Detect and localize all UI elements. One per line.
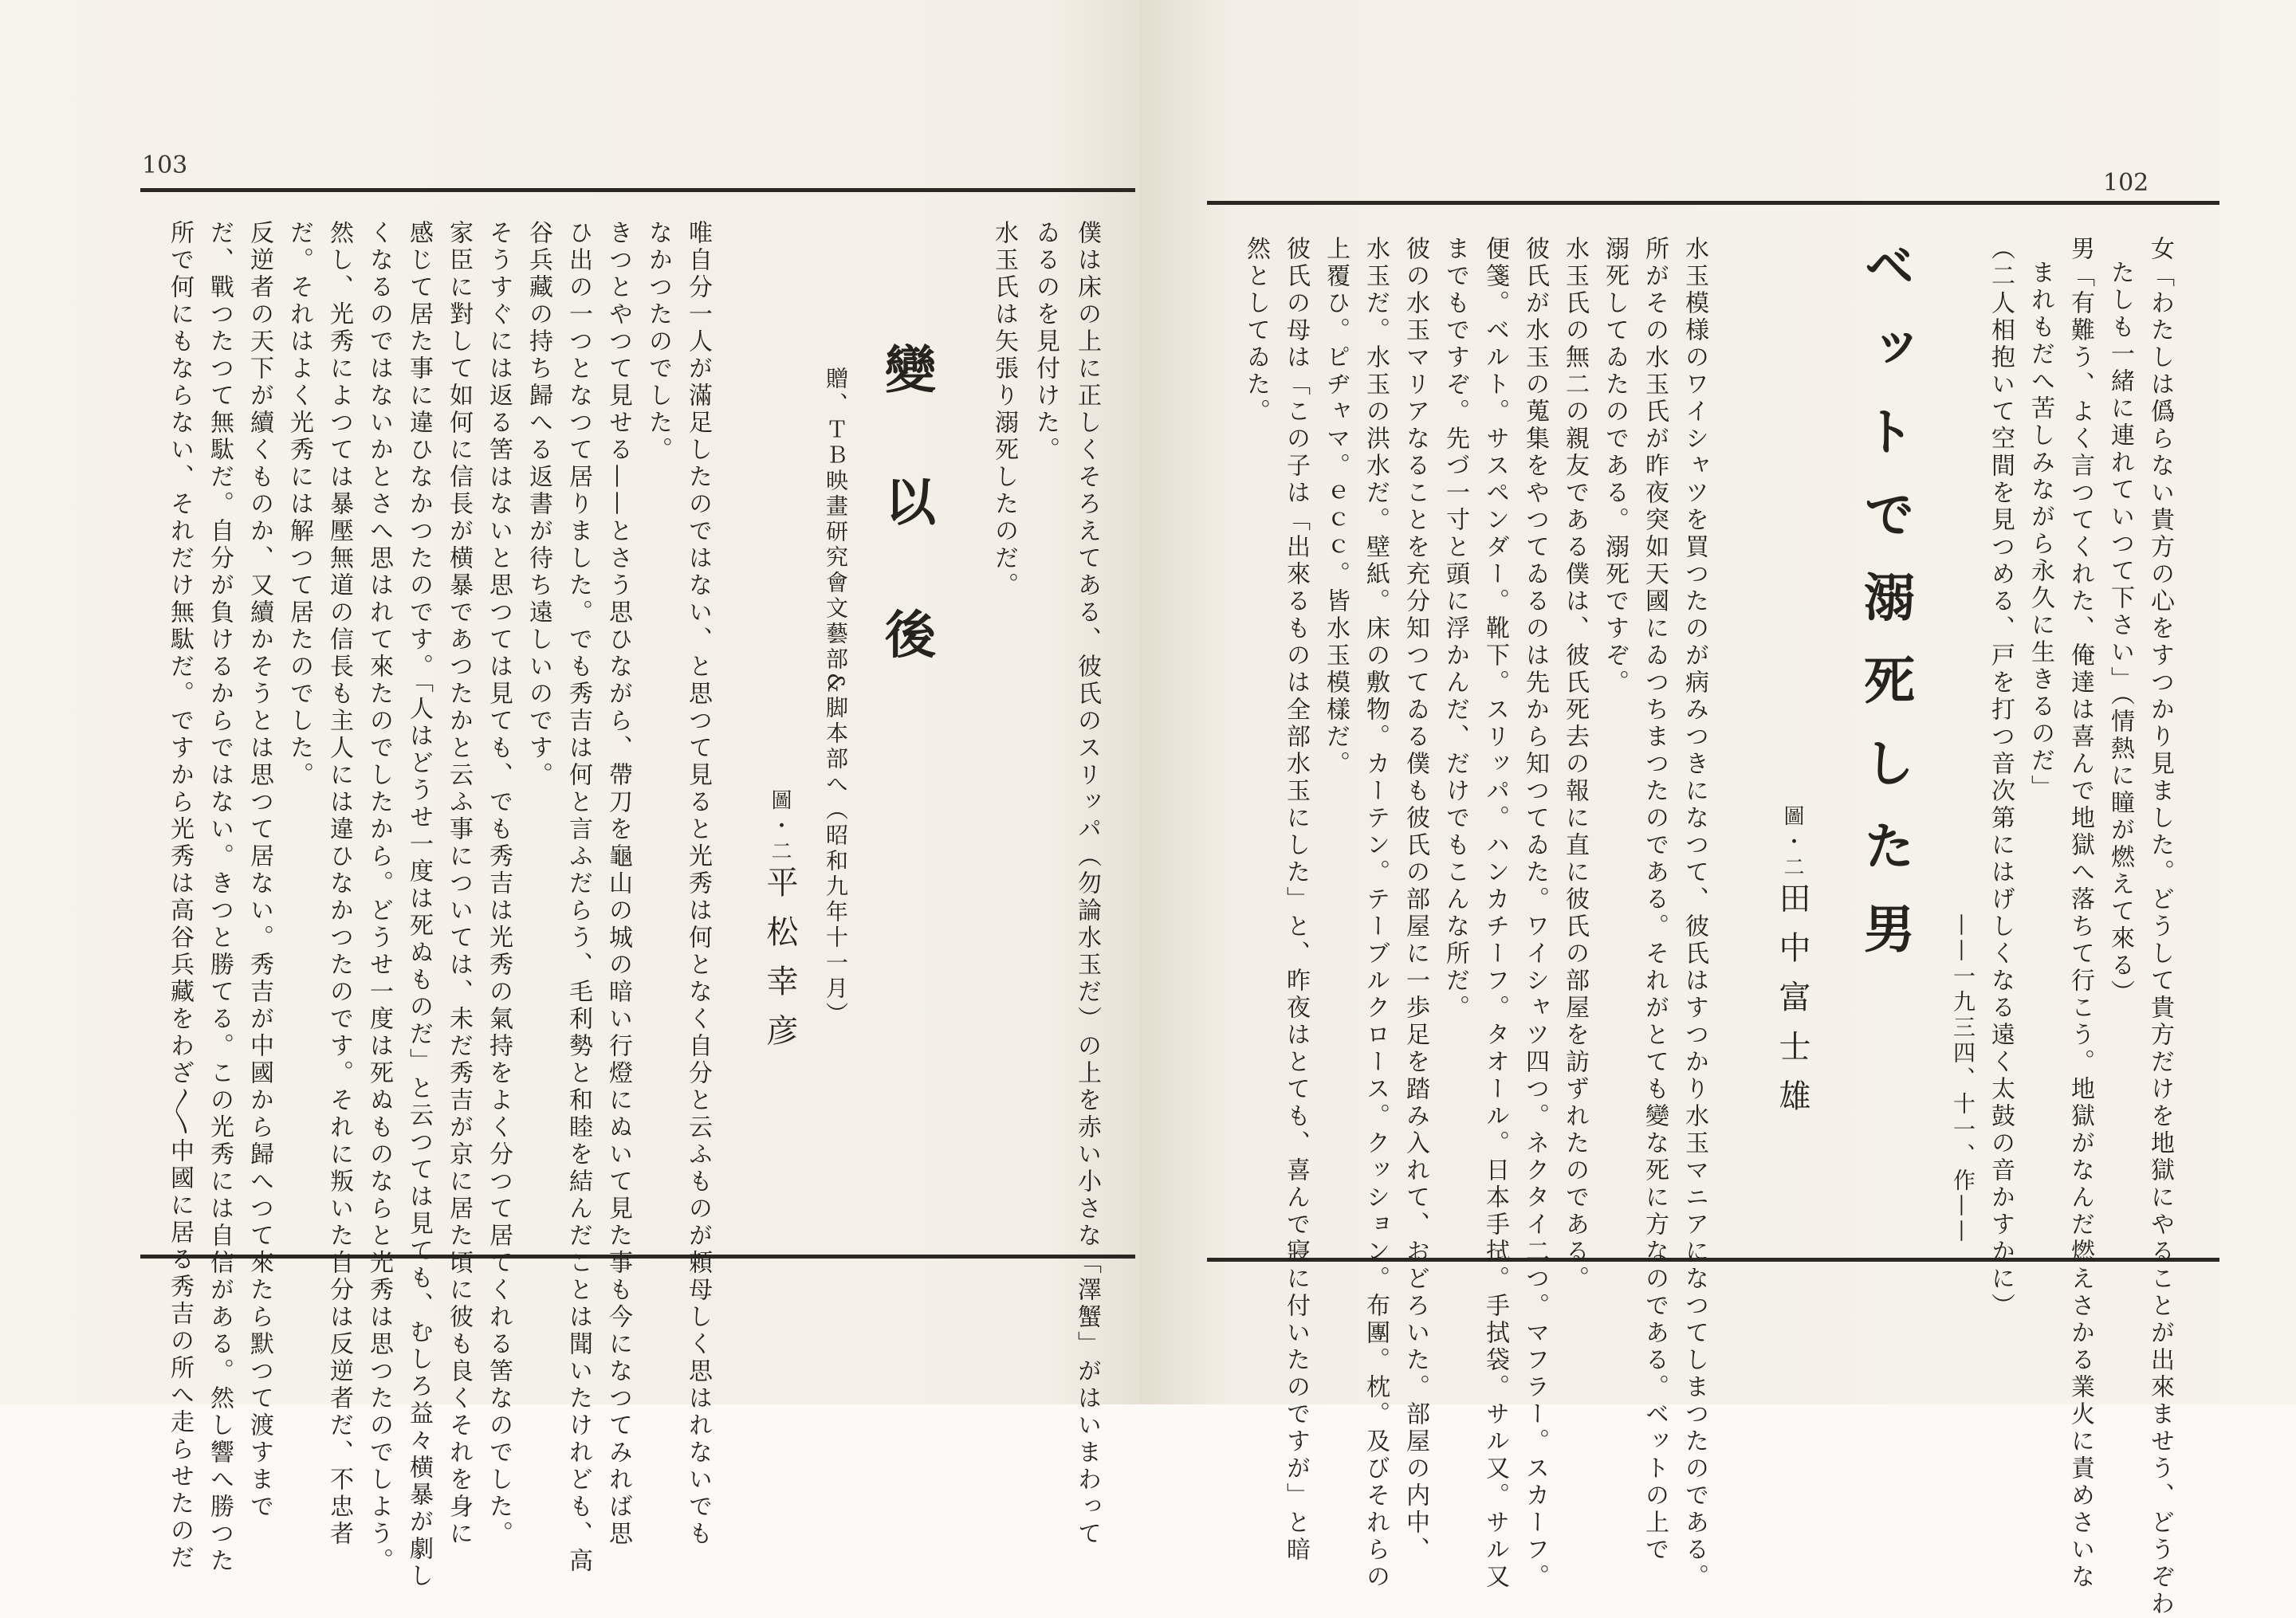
body-text-line: 水玉模様のワイシャツを買つたのが病みつきになつて、彼氏はすつかり水玉マニアになつてしまつたのである。 bbox=[1681, 236, 1708, 1591]
body-text-line: 彼氏が水玉の蒐集をやつてゐるのは先から知つてゐた。ワイシャツ四つ。ネクタイ二つ。マフラー。スカーフ。 bbox=[1521, 236, 1549, 1591]
body-text-line: 谷兵藏の持ち歸へる返書が待ち遠しいのです。 bbox=[525, 220, 552, 789]
body-text-line: 然としてゐた。 bbox=[1242, 236, 1270, 426]
dedication: 贈、ＴＢ映畫研究會文藝部&脚本部へ（昭和九年十一月） bbox=[823, 367, 849, 1027]
top-rule-right bbox=[1207, 201, 2219, 205]
body-text-line: までもですぞ。先づ一寸と頭に浮かんだ、だけでもこんな所だ。 bbox=[1441, 236, 1469, 1022]
body-text-line: 便箋。ベルト。サスペンダー。靴下。スリッパ。ハンカチーフ。タオール。日本手拭。手拭袋。サル又。サル又 bbox=[1481, 236, 1509, 1591]
body-text-line: 所で何にもならない、それだけ無駄だ。ですから光秀は高谷兵藏をわざ〳〵中國に居る秀吉の所へ走らせたのだ bbox=[166, 220, 194, 1572]
story-title: 變 以 後 bbox=[876, 343, 936, 691]
body-text-line: 水玉だ。水玉の洪水だ。壁紙。床の敷物。カーテン。テーブルクロース。クッション。布團。枕。及びそれらの bbox=[1362, 236, 1390, 1591]
body-text-line: 彼の水玉マリアなることを充分知つてゐる僕も彼氏の部屋に一歩足を踏み入れて、おどろいた。部屋の内中、 bbox=[1402, 236, 1429, 1564]
body-text-line: くなるのではないかとさへ思はれて來たのでしたから。どうせ一度は死ぬものならと光秀は思つたのでしよう。 bbox=[365, 220, 393, 1575]
bottom-rule-left bbox=[140, 1255, 1135, 1259]
right-page bbox=[1140, 0, 2296, 1618]
prev-story-text-line: 水玉氏は矢張り溺死したのだ。 bbox=[990, 220, 1018, 599]
author-name: 平松幸彦 bbox=[761, 866, 798, 1063]
body-text-line: だ。それはよく光秀には解つて居たのでした。 bbox=[285, 220, 313, 789]
poem-line: 女「わたしは僞らない貴方の心をすつかり見ました。どうして貴方だけを地獄にやることが出來ませう、どうぞわ bbox=[2146, 236, 2174, 1618]
body-text-line: 水玉氏の無二の親友である僕は、彼氏死去の報に直に彼氏の部屋を訪ずれたのである。 bbox=[1561, 236, 1589, 1293]
poem-line: （二人相抱いて空間を見つめる、戸を打つ音次第にはげしくなる遠く太鼓の音かすかに） bbox=[1987, 236, 2015, 1320]
byline bbox=[757, 789, 803, 1063]
body-text-line: 感じて居た事に違ひなかつたのです。「人はどうせ一度は死ぬものだ」と云つては見ても、むしろ益々横暴が劇し bbox=[405, 220, 433, 1590]
body-text-line: 所がその水玉氏が昨夜突如天國にゐつちまつたのである。それがとても變な死に方なのである。ベットの上で bbox=[1641, 236, 1669, 1564]
body-text-line: 彼氏の母は「この子は「出來るものは全部水玉にした」と、昨夜はとても、喜んで寢に付いたのですが」と暗 bbox=[1282, 236, 1310, 1564]
body-text-line: だ、戰つたつて無駄だ。自分が負けるからではない。きつと勝てる。この光秀には自信がある。然し響へ勝つた bbox=[206, 220, 234, 1575]
body-text-line: 唯自分一人が滿足したのではない、と思つて見ると光秀は何となく自分と云ふものが頼母しく思はれないでも bbox=[684, 220, 712, 1548]
poem-date: ——一九三四、十一、作—— bbox=[1950, 913, 1976, 1245]
poem-line: まれもだへ苦しみながら永久に生きるのだ」 bbox=[2027, 260, 2054, 802]
body-text-line: 反逆者の天下が續くものか、又續かそうとは思つて居ない。秀吉が中國から歸へつて來たら默つて渡すまで bbox=[246, 220, 273, 1521]
byline-label: 圖・二 bbox=[1780, 805, 1804, 882]
body-text-line: ひ出の一つとなつて居りました。でも秀吉は何と言ふだらう、毛利勢と和睦を結んだことは聞いたけれども、高 bbox=[564, 220, 592, 1575]
byline bbox=[1770, 805, 1815, 1129]
body-text-line: 溺死してゐたのである。溺死ですぞ。 bbox=[1601, 236, 1629, 697]
body-text-line: 家臣に對して如何に信長が横暴であつたかと云ふ事については、未だ秀吉が京に居た頃に彼も良くそれを身に bbox=[445, 220, 473, 1548]
author-name: 田中富士雄 bbox=[1774, 882, 1810, 1129]
body-text-line: そうすぐには返る筈はないと思つては見ても、でも秀吉は光秀の氣持をよく分つて居てくれる筈なのでした。 bbox=[485, 220, 513, 1548]
body-text-line: きつとやつて見せる——とさう思ひながら、帶刀を龜山の城の暗い行燈にぬいて見た事も今になつてみれば思 bbox=[604, 220, 632, 1548]
poem-line: 男「有難う、よく言つてくれた、俺達は喜んで地獄へ落ちて行こう。地獄がなんだ燃えさかる業火に責めさいな bbox=[2066, 236, 2094, 1591]
body-text-line: なかつたのでした。 bbox=[644, 220, 672, 464]
prev-story-text-line: 僕は床の上に正しくそろえてある、彼氏のスリッパ（勿論水玉だ）の上を赤い小さな「澤蟹」がはいまわって bbox=[1073, 220, 1101, 1548]
left-page bbox=[0, 0, 1140, 1590]
story-title: ベットで溺死した男 bbox=[1855, 239, 1915, 985]
body-text-line: 然し、光秀によつては暴壓無道の信長も主人には違ひなかつたのです。それに叛いた自分は反逆者だ、不忠者 bbox=[325, 220, 353, 1548]
body-text-line: 上覆ひ。ピヂャマ。ｅｃｃ。皆水玉模樣だ。 bbox=[1322, 236, 1350, 778]
page-number-right: 102 bbox=[2103, 169, 2149, 197]
top-rule-left bbox=[140, 188, 1135, 192]
page-number-left: 103 bbox=[142, 151, 188, 179]
poem-line: たしも一緒に連れていつて下さい」（情熱に瞳が燃えて來る） bbox=[2106, 260, 2134, 1007]
byline-label: 圖・二 bbox=[768, 789, 792, 866]
prev-story-text-line: ゐるのを見付けた。 bbox=[1032, 220, 1060, 464]
